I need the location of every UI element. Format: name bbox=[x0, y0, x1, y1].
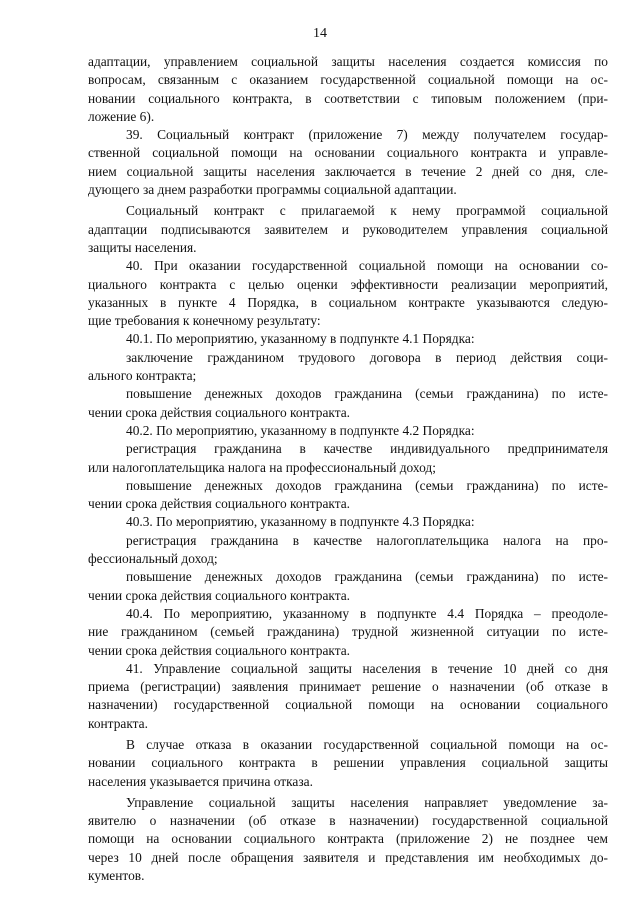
text-line: В случае отказа в оказании государственной социальной помощи на ос- bbox=[126, 736, 608, 752]
text-line: кументов. bbox=[88, 868, 145, 884]
text-line: регистрация гражданина в качестве налогоплательщика налога на про- bbox=[126, 532, 608, 548]
text-line: или налогоплательщика налога на профессиональный доход; bbox=[88, 459, 436, 475]
page-number: 14 bbox=[313, 26, 327, 41]
text-line: 40. При оказании государственной социальной помощи на основании со- bbox=[126, 258, 608, 274]
text-line: Социальный контракт с прилагаемой к нему программой социальной bbox=[126, 203, 608, 219]
text-line: чении срока действия социального контракта. bbox=[88, 587, 351, 603]
text-line: новании социального контракта, в соответствии с типовым положением (при- bbox=[88, 90, 608, 106]
text-line: 40.4. По мероприятию, указанному в подпункте 4.4 Порядка – преодоле- bbox=[126, 605, 608, 621]
text-line: чении срока действия социального контракта. bbox=[88, 496, 351, 512]
text-line: циального контракта с целью оценки эффективности реализации мероприятий, bbox=[88, 276, 608, 292]
text-line: 41. Управление социальной защиты населения в течение 10 дней со дня bbox=[126, 660, 608, 676]
text-line: через 10 дней после обращения заявителя и представления им необходимых до- bbox=[88, 849, 608, 865]
text-line: заключение гражданином трудового договора в период действия соци- bbox=[126, 349, 608, 365]
document-body bbox=[88, 53, 608, 885]
text-line: повышение денежных доходов гражданина (семьи гражданина) по исте- bbox=[126, 477, 608, 493]
text-line: Управление социальной защиты населения направляет уведомление за- bbox=[126, 794, 608, 810]
text-line: явителю о назначении (об отказе в назначении) государственной социальной bbox=[88, 813, 608, 829]
text-line: помощи на основании социального контракта (приложение 2) не позднее чем bbox=[88, 831, 608, 847]
text-line: новании социального контракта в решении управления социальной защиты bbox=[88, 755, 608, 771]
text-line: населения указывается причина отказа. bbox=[88, 773, 313, 789]
text-line: ального контракта; bbox=[88, 368, 197, 384]
text-line: чении срока действия социального контракта. bbox=[88, 404, 351, 420]
text-line: адаптации подписываются заявителем и руководителем управления социальной bbox=[88, 221, 608, 237]
text-line: приема (регистрации) заявления принимает решение о назначении (об отказе в bbox=[88, 679, 608, 695]
text-line: регистрация гражданина в качестве индивидуального предпринимателя bbox=[126, 441, 608, 457]
text-line: ственной социальной помощи на основании социального контракта и управле- bbox=[88, 145, 608, 161]
text-line: указанных в пункте 4 Порядка, в социальном контракте указываются следую- bbox=[88, 294, 608, 310]
text-line: ние гражданином (семьей гражданина) трудной жизненной ситуации по исте- bbox=[88, 624, 608, 640]
text-line: 40.2. По мероприятию, указанному в подпункте 4.2 Порядка: bbox=[126, 422, 475, 438]
text-line: повышение денежных доходов гражданина (семьи гражданина) по исте- bbox=[126, 569, 608, 585]
text-line: ложение 6). bbox=[88, 108, 155, 124]
text-line: фессиональный доход; bbox=[88, 551, 218, 567]
text-line: адаптации, управлением социальной защиты населения создается комиссия по bbox=[88, 54, 608, 69]
text-line: контракта. bbox=[88, 715, 148, 731]
text-line: 39. Социальный контракт (приложение 7) между получателем государ- bbox=[126, 127, 608, 143]
text-line: назначении) государственной социальной помощи на основании социального bbox=[88, 697, 608, 713]
text-line: чении срока действия социального контракта. bbox=[88, 642, 351, 658]
text-line: повышение денежных доходов гражданина (семьи гражданина) по исте- bbox=[126, 386, 608, 402]
text-line: защиты населения. bbox=[88, 239, 197, 255]
text-line: вопросам, связанным с оказанием государственной социальной помощи на ос- bbox=[88, 72, 608, 88]
text-line: нием социальной защиты населения заключается в течение 2 дней со дня, сле- bbox=[88, 163, 608, 179]
text-line: 40.1. По мероприятию, указанному в подпункте 4.1 Порядка: bbox=[126, 331, 475, 347]
text-line: щие требования к конечному результату: bbox=[88, 313, 321, 329]
text-line: дующего за днем разработки программы социальной адаптации. bbox=[88, 182, 457, 198]
text-line: 40.3. По мероприятию, указанному в подпункте 4.3 Порядка: bbox=[126, 514, 475, 530]
